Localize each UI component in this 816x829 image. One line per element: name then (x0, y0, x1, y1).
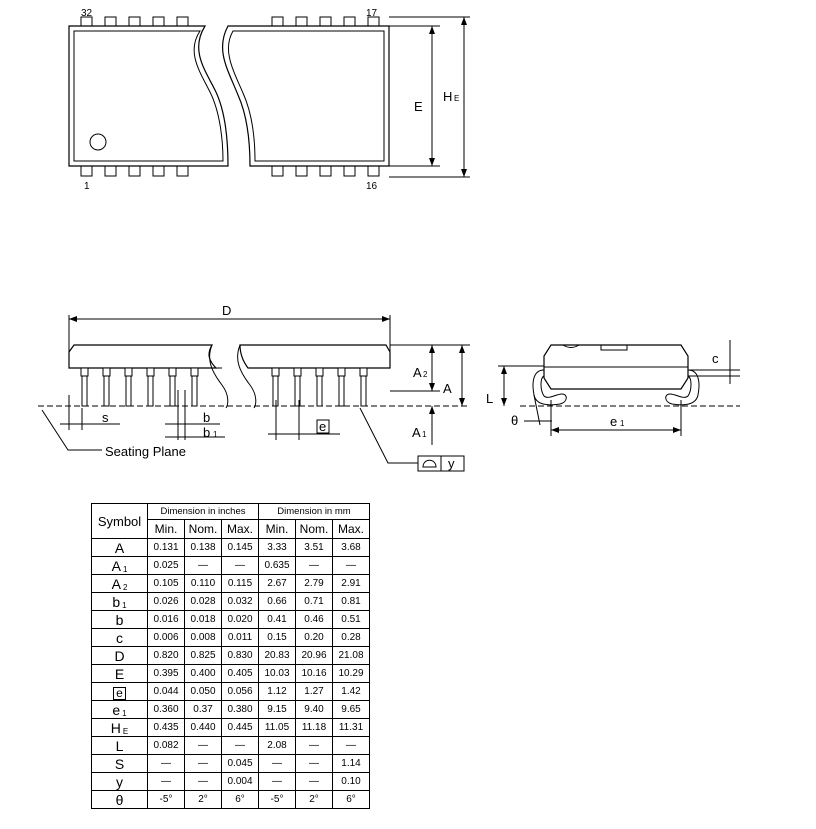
value-cell: 1.42 (333, 683, 370, 701)
value-cell: 0.435 (148, 719, 185, 737)
table-row (92, 701, 370, 719)
value-cell: 0.400 (185, 665, 222, 683)
symbol-cell (92, 593, 148, 611)
value-cell: 0.056 (222, 683, 259, 701)
dim-label-D: D (222, 303, 232, 318)
lead-shoulder (147, 368, 154, 376)
seating-plane-leader (42, 410, 102, 450)
symbol-text: b (112, 593, 121, 610)
dim-label-A: A (443, 381, 452, 396)
pin-pad (153, 166, 164, 176)
value-cell: 2.79 (296, 575, 333, 593)
lead (361, 376, 366, 406)
value-cell: — (296, 557, 333, 575)
value-cell: 0.138 (185, 539, 222, 557)
dim-label-A2-sub: 2 (423, 370, 428, 379)
value-cell: 0.145 (222, 539, 259, 557)
value-cell: 1.12 (259, 683, 296, 701)
value-cell: 2.08 (259, 737, 296, 755)
value-cell: — (333, 737, 370, 755)
value-cell: 0.830 (222, 647, 259, 665)
value-cell: 0.008 (185, 629, 222, 647)
value-cell: — (185, 755, 222, 773)
symbol-cell (92, 575, 148, 593)
value-cell: 21.08 (333, 647, 370, 665)
value-cell: — (296, 773, 333, 791)
value-cell: — (148, 755, 185, 773)
pin-label-32: 32 (81, 8, 93, 19)
value-cell: 9.65 (333, 701, 370, 719)
value-cell: 0.10 (333, 773, 370, 791)
symbol-cell (92, 665, 148, 683)
symbol-text: A (111, 575, 121, 592)
value-cell: — (296, 755, 333, 773)
value-cell: 0.15 (259, 629, 296, 647)
dim-label-L: L (486, 391, 494, 406)
symbol-text: A (111, 557, 121, 574)
end-view (486, 340, 740, 436)
top-pin-row (81, 17, 379, 26)
value-cell: 0.105 (148, 575, 185, 593)
value-cell: — (259, 755, 296, 773)
value-cell: 0.131 (148, 539, 185, 557)
lead-shoulder (360, 368, 367, 376)
value-cell: -5° (148, 791, 185, 809)
symbol-text: H (110, 719, 121, 736)
lead-shoulder (338, 368, 345, 376)
value-cell: 0.20 (296, 629, 333, 647)
symbol-text: c (116, 629, 123, 646)
value-cell: — (148, 773, 185, 791)
symbol-cell (92, 539, 148, 557)
bottom-pin-row (81, 166, 379, 176)
value-cell: — (296, 737, 333, 755)
symbol-cell (92, 683, 148, 701)
value-cell: 0.405 (222, 665, 259, 683)
dim-label-E: E (414, 99, 423, 114)
mm-min-header: Min. (259, 520, 296, 539)
value-cell: 0.440 (185, 719, 222, 737)
value-cell: 3.33 (259, 539, 296, 557)
inch-max-header: Max. (222, 520, 259, 539)
table-row (92, 593, 370, 611)
value-cell: 0.045 (222, 755, 259, 773)
pin-pad (344, 166, 355, 176)
value-cell: 0.360 (148, 701, 185, 719)
pin-pad (296, 17, 307, 26)
value-cell: 2.91 (333, 575, 370, 593)
mm-nom-header: Nom. (296, 520, 333, 539)
table-row (92, 665, 370, 683)
lead (317, 376, 322, 406)
table-row (92, 629, 370, 647)
lead-shoulder (272, 368, 279, 376)
value-cell: 0.380 (222, 701, 259, 719)
table-row (92, 737, 370, 755)
pin-pad (105, 166, 116, 176)
value-cell: 9.40 (296, 701, 333, 719)
value-cell: 2.67 (259, 575, 296, 593)
value-cell: 11.18 (296, 719, 333, 737)
coplanarity-icon (423, 460, 436, 467)
lead-shoulder (125, 368, 132, 376)
pin-pad (129, 166, 140, 176)
value-cell: 20.96 (296, 647, 333, 665)
value-cell: 0.41 (259, 611, 296, 629)
symbol-text: A (114, 539, 125, 556)
value-cell: 10.16 (296, 665, 333, 683)
symbol-cell (92, 773, 148, 791)
pin-pad (320, 17, 331, 26)
pin-pad (272, 17, 283, 26)
package-body-left (69, 26, 228, 166)
value-cell: 11.05 (259, 719, 296, 737)
dim-label-s: s (102, 410, 109, 425)
pin-label-1: 1 (84, 181, 90, 192)
value-cell: 0.820 (148, 647, 185, 665)
value-cell: 0.050 (185, 683, 222, 701)
package-body-right (223, 26, 389, 166)
lead (170, 376, 175, 406)
value-cell: 0.395 (148, 665, 185, 683)
dim-label-b: b (203, 410, 211, 425)
table-header-row-1 (92, 504, 370, 520)
symbol-cell (92, 629, 148, 647)
dim-label-A1-sub: 1 (422, 430, 427, 439)
value-cell: 0.020 (222, 611, 259, 629)
value-cell: 1.27 (296, 683, 333, 701)
pin-pad (105, 17, 116, 26)
dimension-table (91, 503, 370, 809)
value-cell: 0.37 (185, 701, 222, 719)
value-cell: — (333, 557, 370, 575)
table-row (92, 683, 370, 701)
symbol-cell (92, 737, 148, 755)
symbol-subscript: 1 (122, 708, 127, 718)
table-row (92, 557, 370, 575)
value-cell: 0.635 (259, 557, 296, 575)
side-view (38, 303, 470, 471)
symbol-subscript: 1 (122, 600, 127, 610)
symbol-text: θ (115, 791, 124, 808)
value-cell: -5° (259, 791, 296, 809)
value-cell: — (259, 773, 296, 791)
inch-min-header: Min. (148, 520, 185, 539)
value-cell: 0.028 (185, 593, 222, 611)
symbol-subscript: 2 (122, 582, 128, 592)
pin-pad (368, 166, 379, 176)
table-row (92, 647, 370, 665)
value-cell: 0.032 (222, 593, 259, 611)
symbol-text: e (112, 701, 121, 718)
mm-header: Dimension in mm (259, 504, 370, 520)
dim-label-e: e (319, 419, 327, 434)
pin-label-16: 16 (366, 181, 378, 192)
pin-pad (153, 17, 164, 26)
pin-pad (320, 166, 331, 176)
value-cell: — (222, 737, 259, 755)
symbol-text: L (115, 737, 124, 754)
value-cell: 20.83 (259, 647, 296, 665)
symbol-header: Symbol (92, 504, 148, 539)
symbol-text: b (115, 611, 124, 628)
symbol-cell (92, 719, 148, 737)
value-cell: 2° (296, 791, 333, 809)
pin-pad (177, 166, 188, 176)
dim-label-c: c (712, 351, 719, 366)
value-cell: 0.825 (185, 647, 222, 665)
value-cell: 0.025 (148, 557, 185, 575)
seating-plane-label: Seating Plane (105, 444, 186, 459)
dim-label-A1: A (412, 425, 421, 440)
value-cell: 0.46 (296, 611, 333, 629)
inch-nom-header: Nom. (185, 520, 222, 539)
dim-label-b1: b (203, 425, 211, 440)
table-row (92, 719, 370, 737)
symbol-cell (92, 557, 148, 575)
lead-shoulder (191, 368, 198, 376)
symbol-text: e (113, 687, 126, 700)
value-cell: 0.110 (185, 575, 222, 593)
value-cell: 6° (333, 791, 370, 809)
symbol-cell (92, 755, 148, 773)
lead-shoulder (294, 368, 301, 376)
lead (192, 376, 197, 406)
value-cell: 10.29 (333, 665, 370, 683)
symbol-cell (92, 701, 148, 719)
value-cell: — (185, 737, 222, 755)
value-cell: 6° (222, 791, 259, 809)
pin-pad (81, 166, 92, 176)
value-cell: 0.71 (296, 593, 333, 611)
lead (339, 376, 344, 406)
pin-pad (344, 17, 355, 26)
pin-pad (296, 166, 307, 176)
lead-shoulder (316, 368, 323, 376)
symbol-subscript: 1 (122, 564, 128, 574)
table-row (92, 575, 370, 593)
value-cell: 3.51 (296, 539, 333, 557)
value-cell: — (222, 557, 259, 575)
value-cell: 0.51 (333, 611, 370, 629)
symbol-text: y (116, 773, 123, 790)
value-cell: 0.018 (185, 611, 222, 629)
value-cell: 2° (185, 791, 222, 809)
top-view (69, 8, 470, 192)
side-body-left (69, 345, 216, 368)
dim-label-HE: H (443, 89, 453, 104)
pin-pad (272, 166, 283, 176)
value-cell: 0.66 (259, 593, 296, 611)
table-row (92, 611, 370, 629)
value-cell: 9.15 (259, 701, 296, 719)
dim-label-theta: θ (511, 413, 519, 428)
value-cell: 0.011 (222, 629, 259, 647)
mm-max-header: Max. (333, 520, 370, 539)
table-row (92, 539, 370, 557)
value-cell: 0.445 (222, 719, 259, 737)
table-row (92, 791, 370, 809)
symbol-text: D (114, 647, 125, 664)
symbol-cell (92, 611, 148, 629)
value-cell: 1.14 (333, 755, 370, 773)
value-cell: 0.28 (333, 629, 370, 647)
side-body-right (240, 345, 390, 368)
value-cell: 10.03 (259, 665, 296, 683)
lead-shoulder (103, 368, 110, 376)
coplanarity-label: y (448, 456, 455, 471)
value-cell: 0.81 (333, 593, 370, 611)
pin-label-17: 17 (366, 8, 378, 19)
value-cell: 0.044 (148, 683, 185, 701)
lead (126, 376, 131, 406)
side-lead-row (81, 368, 367, 406)
dim-label-b1-sub: 1 (213, 430, 218, 439)
symbol-subscript: E (122, 726, 129, 736)
pin-pad (177, 17, 188, 26)
value-cell: 11.31 (333, 719, 370, 737)
lead-shoulder (81, 368, 88, 376)
inches-header: Dimension in inches (148, 504, 259, 520)
dim-label-A2: A (413, 365, 422, 380)
symbol-text: S (114, 755, 125, 772)
value-cell: 0.016 (148, 611, 185, 629)
lead (148, 376, 153, 406)
value-cell: 0.004 (222, 773, 259, 791)
value-cell: — (185, 557, 222, 575)
symbol-text: E (114, 665, 125, 682)
dim-label-HE-sub: E (454, 94, 460, 103)
value-cell: 0.006 (148, 629, 185, 647)
value-cell: 0.026 (148, 593, 185, 611)
symbol-cell (92, 647, 148, 665)
symbol-cell (92, 791, 148, 809)
table-row (92, 773, 370, 791)
value-cell: 3.68 (333, 539, 370, 557)
dim-label-e1: e (610, 414, 618, 429)
dim-label-e1-sub: 1 (620, 419, 625, 428)
lead-shoulder (169, 368, 176, 376)
table-row (92, 755, 370, 773)
lead (82, 376, 87, 406)
value-cell: 0.115 (222, 575, 259, 593)
value-cell: 0.082 (148, 737, 185, 755)
pin-pad (129, 17, 140, 26)
value-cell: — (185, 773, 222, 791)
lead (104, 376, 109, 406)
coplanarity-leader (360, 408, 418, 463)
